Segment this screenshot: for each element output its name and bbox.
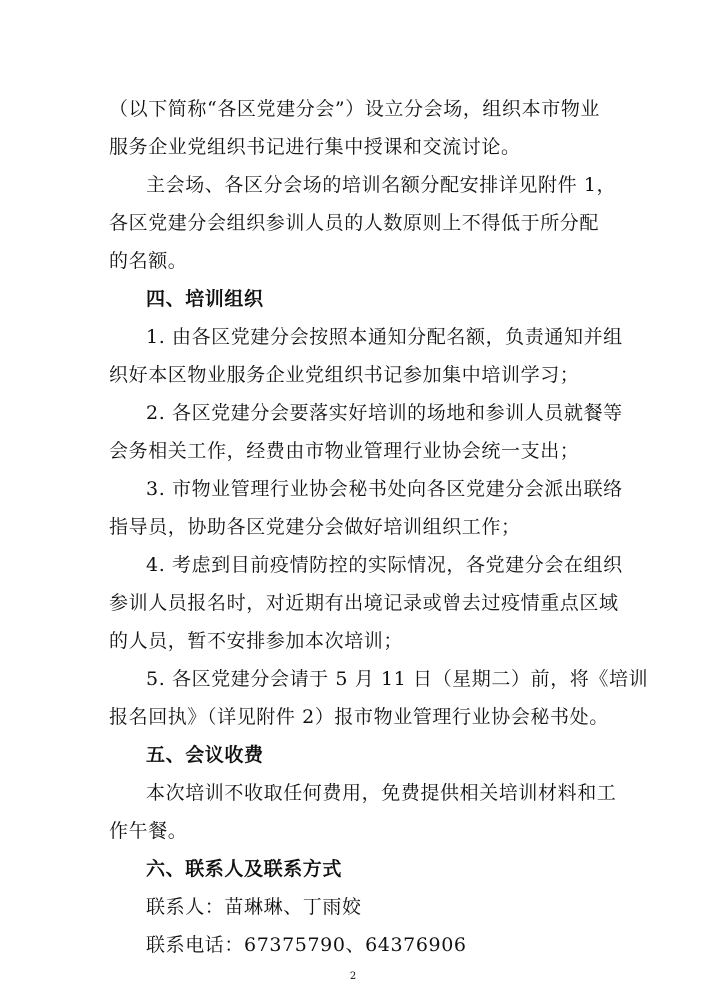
- list-item-line: 5. 各区党建分会请于 5 月 11 日（星期二）前，将《培训: [146, 668, 649, 690]
- section-heading-6: 六、联系人及联系方式: [146, 858, 343, 880]
- list-item-line: 2. 各区党建分会要落实好培训的场地和参训人员就餐等: [146, 402, 623, 424]
- page-number: 2: [349, 971, 357, 982]
- list-item-line: 3. 市物业管理行业协会秘书处向各区党建分会派出联络: [146, 478, 623, 500]
- contact-person: 联系人：苗琳琳、丁雨姣: [146, 896, 362, 918]
- list-item-line: 指导员，协助各区党建分会做好培训组织工作；: [109, 516, 521, 538]
- list-item-line: 4. 考虑到目前疫情防控的实际情况，各党建分会在组织: [146, 554, 623, 576]
- section-heading-5: 五、会议收费: [146, 744, 264, 766]
- list-item-line: 报名回执》（详见附件 2）报市物业管理行业协会秘书处。: [109, 706, 609, 728]
- paragraph-line: 各区党建分会组织参训人员的人数原则上不得低于所分配: [109, 212, 600, 234]
- list-item-line: 织好本区物业服务企业党组织书记参加集中培训学习；: [109, 364, 580, 386]
- list-item-line: 1. 由各区党建分会按照本通知分配名额，负责通知并组: [146, 326, 623, 348]
- list-item-line: 参训人员报名时，对近期有出境记录或曾去过疫情重点区域: [109, 592, 619, 614]
- paragraph-line: 作午餐。: [109, 820, 188, 842]
- section-heading-4: 四、培训组织: [146, 288, 264, 310]
- list-item-line: 会务相关工作，经费由市物业管理行业协会统一支出；: [109, 440, 580, 462]
- paragraph-line: 本次培训不收取任何费用，免费提供相关培训材料和工: [146, 782, 617, 804]
- paragraph-line: 的名额。: [109, 250, 188, 272]
- paragraph-line: 服务企业党组织书记进行集中授课和交流讨论。: [109, 136, 521, 158]
- list-item-line: 的人员，暂不安排参加本次培训；: [109, 630, 404, 652]
- paragraph-line: （以下简称“各区党建分会”）设立分会场，组织本市物业: [109, 98, 601, 120]
- contact-phone: 联系电话：67375790、64376906: [146, 934, 467, 956]
- paragraph-line: 主会场、各区分会场的培训名额分配安排详见附件 1，: [146, 174, 617, 196]
